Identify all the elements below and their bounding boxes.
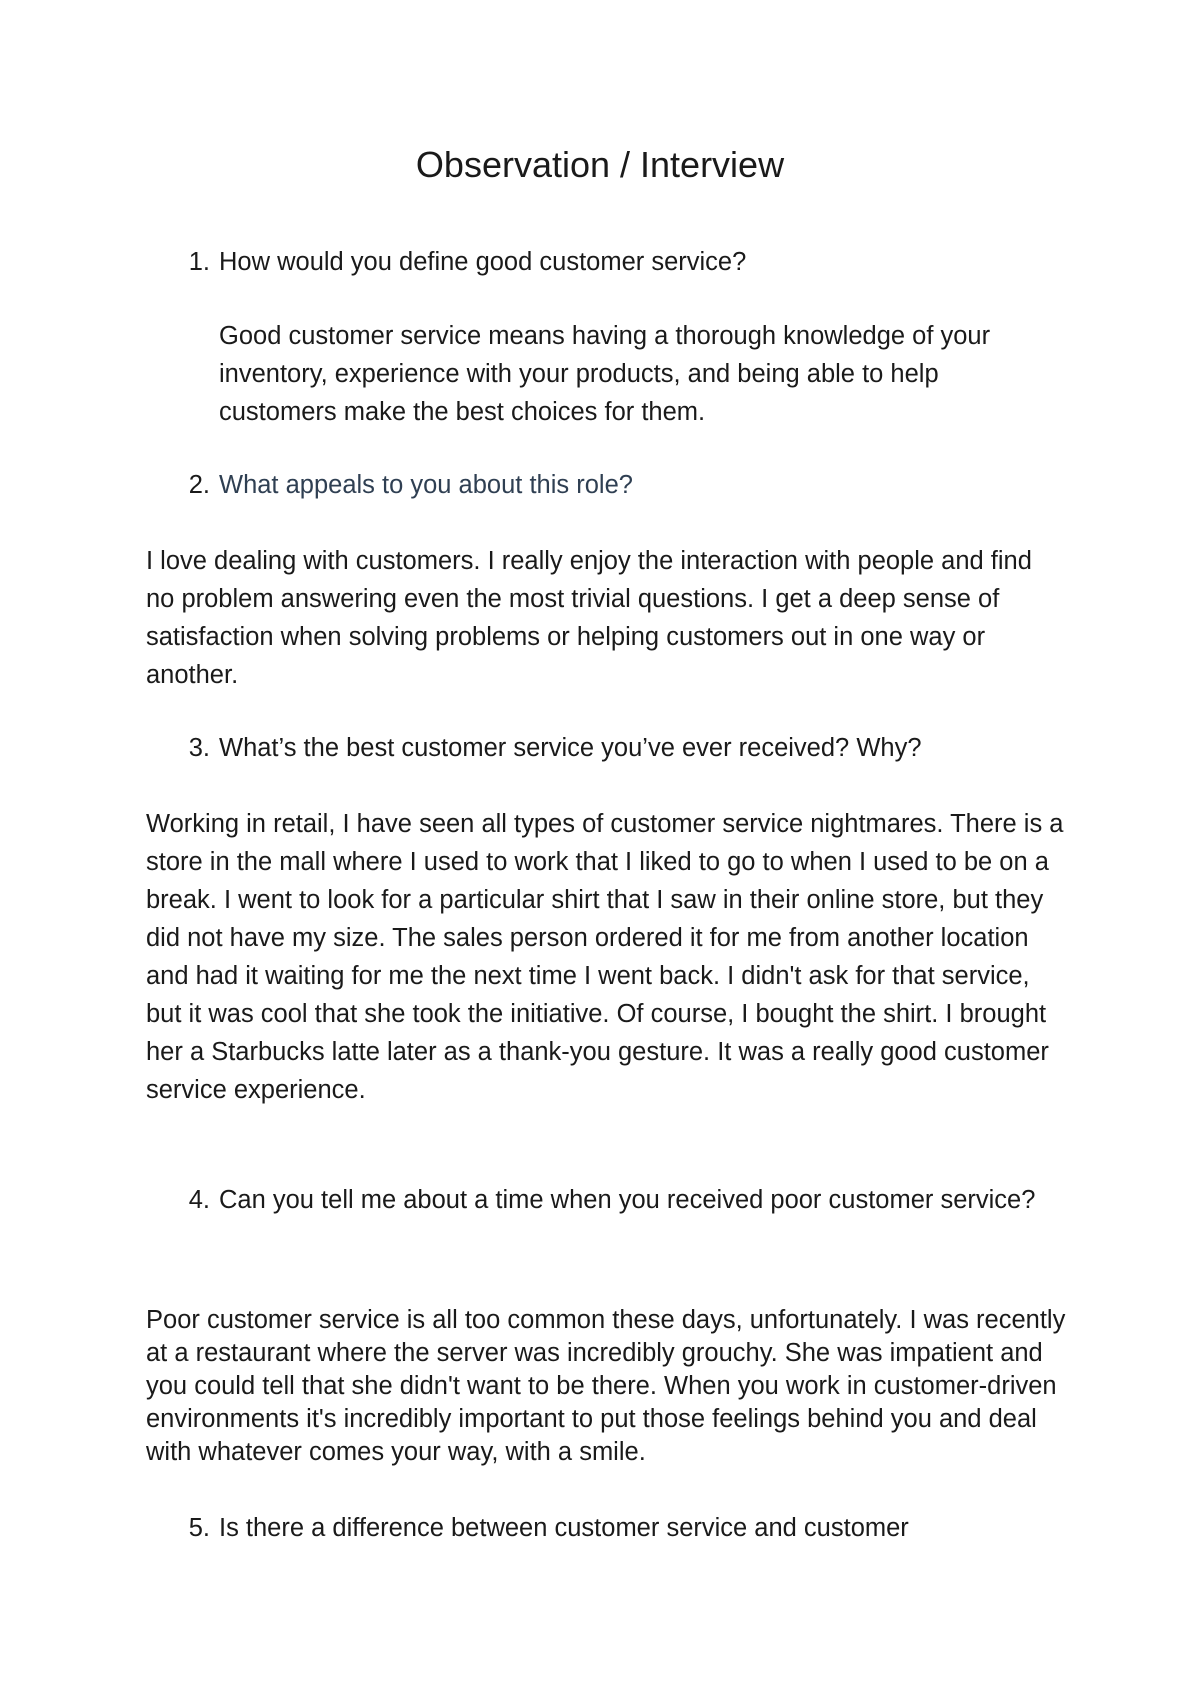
question-text: What’s the best customer service you’ve ever received? Why? (219, 734, 922, 762)
question-number: 4. (188, 1186, 210, 1214)
answer-3: Working in retail, I have seen all types of customer service nightmares. There is a store in the mall where I used to work that I liked to go to when I used to be on a break. I went to look for a particular shirt that I saw in their online store, but they did not have my size. The sales person ordered it for me from another location and had it waiting for me the next time I went back. I didn't ask for that service, but it was cool that she took the initiative. Of course, I bought the shirt. I brought her a Starbucks latte later as a thank-you gesture. It was a really good customer service experience. (146, 810, 1064, 1104)
question-1 (170, 243, 1050, 281)
question-2 (170, 466, 1050, 504)
question-number: 3. (188, 734, 210, 762)
question-text: How would you define good customer service? (219, 248, 747, 276)
question-text: What appeals to you about this role? (219, 471, 633, 499)
question-3 (170, 729, 1050, 767)
answer-2: I love dealing with customers. I really enjoy the interaction with people and find no problem answering even the most trivial questions. I get a deep sense of satisfaction when solving problems or helping customers out in one way or another. (146, 547, 1032, 689)
page-title: Observation / Interview (415, 144, 785, 185)
question-text: Is there a difference between customer service and customer (219, 1514, 909, 1542)
question-number: 1. (188, 248, 210, 276)
question-number: 5. (188, 1514, 210, 1542)
answer-4: Poor customer service is all too common these days, unfortunately. I was recently at a restaurant where the server was incredibly grouchy. She was impatient and you could tell that she didn't want to be there. When you work in customer-driven environments it's incredibly important to put those feelings behind you and deal with whatever comes your way, with a smile. (146, 1306, 1066, 1466)
answer-1: Good customer service means having a thorough knowledge of your inventory, experience with your products, and being able to help customers make the best choices for them. (219, 322, 991, 426)
question-5 (170, 1509, 1050, 1547)
question-number: 2. (188, 471, 210, 499)
question-text: Can you tell me about a time when you received poor customer service? (219, 1186, 1036, 1214)
question-4 (170, 1181, 1050, 1219)
